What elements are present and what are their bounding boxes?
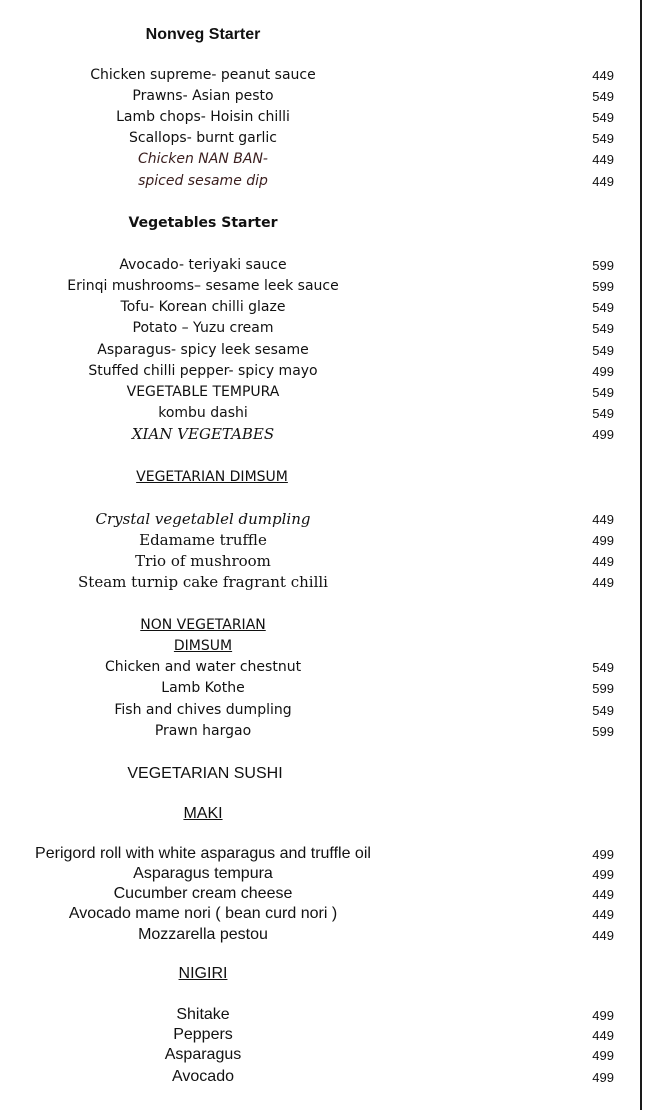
menu-item-price: 449 <box>592 575 614 590</box>
menu-item-name: Trio of mushroom <box>135 552 271 570</box>
menu-item-price: 499 <box>592 867 614 882</box>
menu-item-price: 449 <box>592 68 614 83</box>
page-right-border <box>640 0 642 1110</box>
menu-item-name: kombu dashi <box>158 405 248 421</box>
menu-item-price: 499 <box>592 1070 614 1085</box>
menu-item-price: 549 <box>592 131 614 146</box>
menu-item-name: Fish and chives dumpling <box>114 702 292 718</box>
menu-item-price: 449 <box>592 174 614 189</box>
menu-item-name: XIAN VEGETABES <box>131 425 275 443</box>
menu-item-price: 549 <box>592 321 614 336</box>
menu-item-name: Erinqi mushrooms– sesame leek sauce <box>67 278 339 294</box>
menu-item-name: Asparagus <box>164 1046 242 1063</box>
menu-item-name: Peppers <box>173 1026 233 1043</box>
section-title-nonveg-dimsum-line1: NON VEGETARIAN <box>140 617 266 633</box>
menu-item-price: 499 <box>592 847 614 862</box>
menu-item-price: 599 <box>592 279 614 294</box>
section-title-vegetables-starter: Vegetables Starter <box>128 215 278 231</box>
menu-item-name: Chicken NAN BAN- <box>138 151 268 167</box>
menu-item-price: 449 <box>592 512 614 527</box>
menu-item-price: 449 <box>592 1028 614 1043</box>
menu-item-price: 599 <box>592 258 614 273</box>
menu-item-name: Lamb Kothe <box>161 680 245 696</box>
section-title-nonveg-dimsum-line2: DIMSUM <box>173 638 233 654</box>
menu-item-price: 449 <box>592 152 614 167</box>
menu-item-name: Prawns- Asian pesto <box>132 88 274 104</box>
menu-item-name: Edamame truffle <box>139 531 267 549</box>
menu-item-name: Prawn hargao <box>154 723 252 739</box>
menu-item-price: 549 <box>592 660 614 675</box>
menu-item-name: Mozzarella pestou <box>138 926 268 943</box>
menu-item-price: 549 <box>592 406 614 421</box>
menu-item-name: Avocado mame nori ( bean curd nori ) <box>68 905 338 922</box>
menu-item-price: 499 <box>592 364 614 379</box>
menu-item-name: Stuffed chilli pepper- spicy mayo <box>88 363 318 379</box>
menu-item-price: 499 <box>592 1048 614 1063</box>
menu-item-name: Lamb chops- Hoisin chilli <box>116 109 290 125</box>
menu-item-name: Crystal vegetablel dumpling <box>95 510 311 528</box>
menu-item-name: Potato – Yuzu cream <box>132 320 274 336</box>
section-title-vegetarian-dimsum: VEGETARIAN DIMSUM <box>136 469 288 485</box>
menu-item-price: 449 <box>592 907 614 922</box>
menu-item-name: Avocado- teriyaki sauce <box>119 257 287 273</box>
menu-item-price: 499 <box>592 533 614 548</box>
menu-item-price: 549 <box>592 343 614 358</box>
menu-item-name: VEGETABLE TEMPURA <box>126 384 280 400</box>
menu-item-price: 499 <box>592 427 614 442</box>
menu-item-price: 549 <box>592 385 614 400</box>
menu-item-price: 499 <box>592 1008 614 1023</box>
menu-item-name: Avocado <box>172 1068 234 1085</box>
menu-item-name: Asparagus tempura <box>133 865 273 882</box>
menu-item-price: 549 <box>592 89 614 104</box>
subsection-title-nigiri: NIGIRI <box>178 965 228 982</box>
menu-item-price: 549 <box>592 110 614 125</box>
subsection-title-maki: MAKI <box>183 805 223 822</box>
menu-item-name: Tofu- Korean chilli glaze <box>120 299 286 315</box>
menu-item-price: 549 <box>592 300 614 315</box>
menu-item-name: Perigord roll with white asparagus and truffle oil <box>35 845 371 862</box>
menu-item-name: Scallops- burnt garlic <box>129 130 277 146</box>
menu-item-name: Asparagus- spicy leek sesame <box>97 342 309 358</box>
menu-item-price: 449 <box>592 887 614 902</box>
menu-item-price: 599 <box>592 681 614 696</box>
section-title-vegetarian-sushi: VEGETARIAN SUSHI <box>127 765 283 782</box>
menu-item-name: Chicken and water chestnut <box>104 659 302 675</box>
menu-item-name: Steam turnip cake fragrant chilli <box>78 573 328 591</box>
menu-item-price: 449 <box>592 554 614 569</box>
menu-item-price: 549 <box>592 703 614 718</box>
menu-item-price: 599 <box>592 724 614 739</box>
menu-item-name: Chicken supreme- peanut sauce <box>90 67 316 83</box>
menu-item-name: Shitake <box>176 1006 230 1023</box>
menu-item-name: Cucumber cream cheese <box>113 885 293 902</box>
section-title-nonveg-starter: Nonveg Starter <box>145 26 261 43</box>
menu-item-price: 449 <box>592 928 614 943</box>
menu-item-name: spiced sesame dip <box>138 173 268 189</box>
